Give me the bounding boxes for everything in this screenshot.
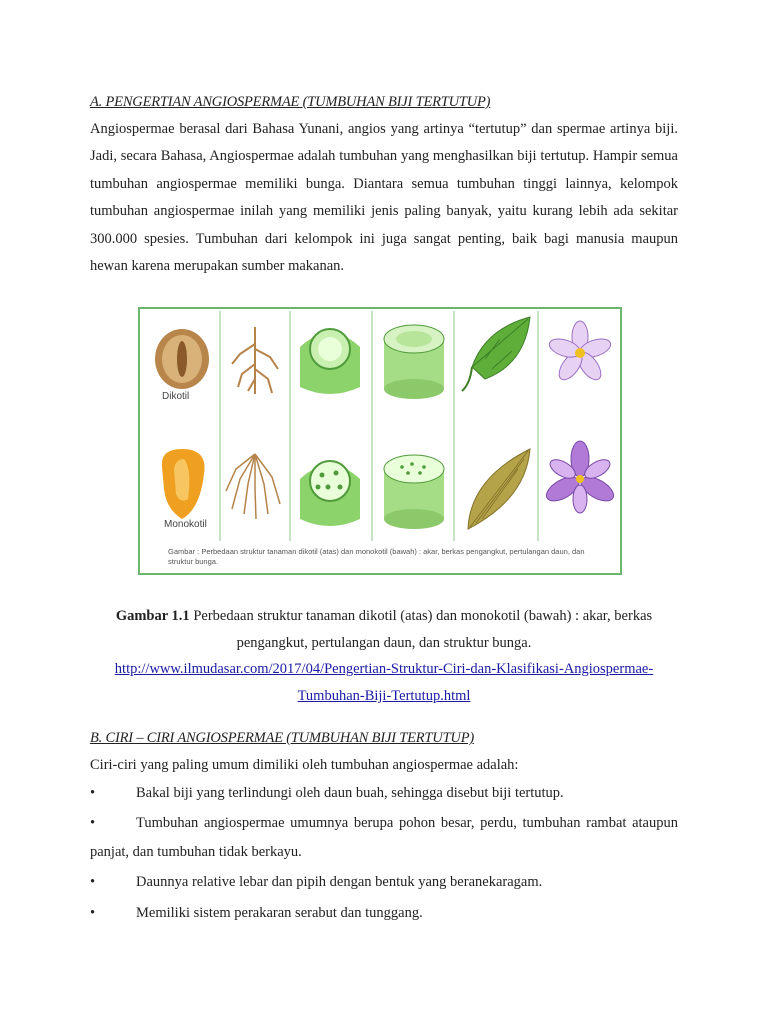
dicot-trunk-section-icon (384, 325, 444, 399)
bullet-icon: • (90, 905, 96, 921)
section-b-heading: B. CIRI – CIRI ANGIOSPERMAE (TUMBUHAN BIJI TERTUTUP) (90, 730, 474, 746)
monocot-stem-section-icon (300, 461, 360, 526)
figure-caption-text: Perbedaan struktur tanaman dikotil (atas) dan monokotil (bawah) : akar, berkas pengangkut, pertulangan daun, dan struktur bunga. (189, 608, 653, 651)
figure-caption-number: Gambar 1.1 (115, 608, 190, 624)
monocot-flower-icon (543, 441, 618, 513)
dicot-seed-icon (155, 329, 209, 389)
figure-caption (90, 603, 678, 657)
list-item-text: Bakal biji yang terlindungi oleh daun buah, sehingga disebut biji tertutup. (136, 785, 564, 801)
dicot-leaf-icon (462, 317, 530, 391)
list-item (90, 779, 678, 808)
taproot-icon (232, 327, 278, 394)
list-item (90, 899, 678, 928)
dicot-stem-section-icon (300, 329, 360, 394)
list-item (90, 809, 678, 867)
source-link[interactable]: http://www.ilmudasar.com/2017/04/Pengertian-Struktur-Ciri-dan-Klasifikasi-Angiospermae-Tumbuhan-Biji-Tertutup.html (114, 661, 654, 704)
monocot-seed-icon (162, 449, 205, 519)
dicot-flower-icon (547, 321, 613, 384)
monocot-trunk-section-icon (384, 455, 444, 529)
bullet-icon: • (90, 785, 96, 801)
list-item (90, 868, 678, 897)
figure-illustration (140, 309, 620, 573)
bullet-icon: • (90, 874, 96, 890)
bullet-icon: • (90, 815, 96, 831)
section-a-heading: A. PENGERTIAN ANGIOSPERMAE (TUMBUHAN BIJI TERTUTUP) (90, 94, 491, 110)
fibrous-root-icon (226, 454, 280, 519)
dicot-label: Dikotil (162, 391, 190, 402)
comparison-figure (138, 307, 622, 575)
monocot-leaf-icon (468, 449, 530, 529)
list-item-text: Tumbuhan angiospermae umumnya berupa pohon besar, perdu, tumbuhan rambat ataupun panjat, dan tumbuhan tidak berkayu. (90, 815, 678, 860)
list-item-text: Daunnya relative lebar dan pipih dengan bentuk yang beranekaragam. (136, 874, 543, 890)
section-b-intro: Ciri-ciri yang paling umum dimiliki oleh tumbuhan angiospermae adalah: (90, 757, 519, 773)
figure-inner-caption: Gambar : Perbedaan struktur tanaman dikotil (atas) dan monokotil (bawah) : akar, berkas pengangkut, pertulangan daun, dan struktur bunga. (168, 547, 585, 566)
section-a-paragraph: Angiospermae berasal dari Bahasa Yunani, angios yang artinya “tertutup” dan spermae artinya biji. Jadi, secara Bahasa, Angiospermae adalah tumbuhan yang menghasilkan biji tertutup. Hampir semua tumbuhan angiospermae memiliki bunga. Diantara semua tumbuhan tinggi lainnya, kelompok tumbuhan angiospermae inilah yang memiliki jenis paling banyak, yaitu kurang lebih ada sekitar 300.000 spesies. Tumbuhan dari kelompok ini juga sangat penting, baik bagi manusia maupun hewan karena merupakan sumber makanan. (90, 121, 678, 275)
list-item-text: Memiliki sistem perakaran serabut dan tunggang. (136, 905, 423, 921)
monocot-label: Monokotil (164, 519, 207, 530)
